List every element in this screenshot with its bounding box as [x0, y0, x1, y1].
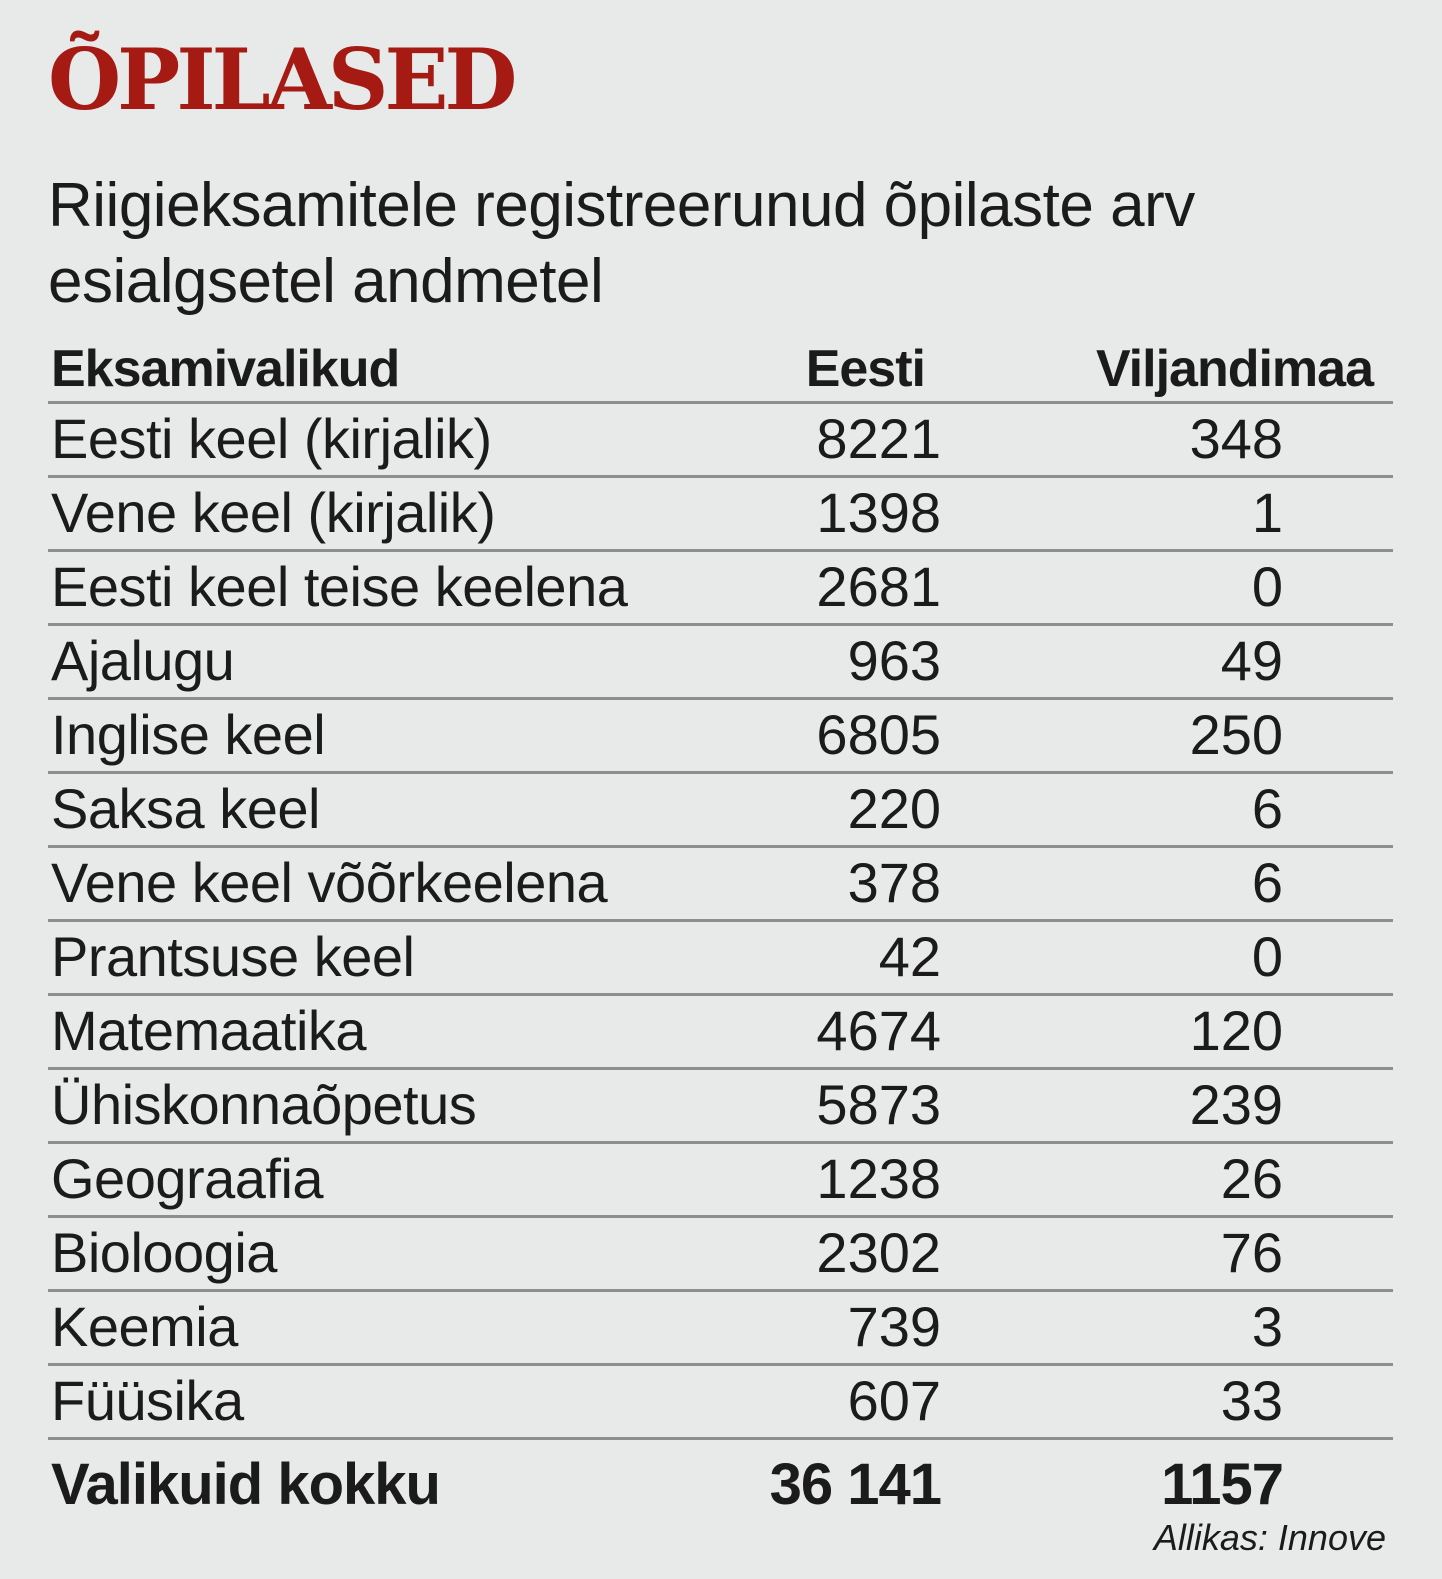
- viljandimaa-value: 33: [1220, 1369, 1283, 1432]
- viljandimaa-value: 49: [1220, 629, 1283, 692]
- viljandimaa-value: 6: [1251, 851, 1283, 914]
- row-label: Vene keel võõrkeelena: [51, 851, 608, 914]
- column-header-eesti: Eesti: [805, 340, 925, 398]
- eesti-value: 5873: [816, 1073, 941, 1136]
- total-eesti-value: 36 141: [769, 1452, 941, 1517]
- data-table: [48, 338, 1393, 1524]
- eesti-value: 4674: [816, 999, 941, 1062]
- row-label: Keemia: [51, 1295, 238, 1358]
- table-row: [48, 478, 1393, 552]
- total-label: Valikuid kokku: [51, 1452, 440, 1517]
- row-label: Eesti keel (kirjalik): [51, 407, 492, 470]
- table-row: [48, 1144, 1393, 1218]
- chart-title: ÕPILASED: [48, 30, 514, 129]
- viljandimaa-value: 120: [1189, 999, 1283, 1062]
- total-row: [48, 1440, 1393, 1524]
- row-label: Vene keel (kirjalik): [51, 481, 496, 544]
- eesti-value: 378: [847, 851, 941, 914]
- table-row: [48, 404, 1393, 478]
- viljandimaa-value: 3: [1251, 1295, 1283, 1358]
- viljandimaa-value: 76: [1220, 1221, 1283, 1284]
- table-row: [48, 700, 1393, 774]
- viljandimaa-value: 1: [1251, 481, 1283, 544]
- column-header-viljandimaa: Viljandimaa: [1095, 340, 1373, 398]
- row-label: Bioloogia: [51, 1221, 277, 1284]
- source-note: Allikas: Innove: [1153, 1517, 1386, 1558]
- table-row: [48, 552, 1393, 626]
- table-row: [48, 626, 1393, 700]
- viljandimaa-value: 348: [1189, 407, 1283, 470]
- row-label: Eesti keel teise keelena: [51, 555, 628, 618]
- row-label: Geograafia: [51, 1147, 324, 1210]
- total-viljandimaa-value: 1157: [1161, 1452, 1283, 1517]
- eesti-value: 1238: [816, 1147, 941, 1210]
- table-row: [48, 1218, 1393, 1292]
- table-row: [48, 774, 1393, 848]
- viljandimaa-value: 0: [1251, 925, 1283, 988]
- row-label: Inglise keel: [51, 703, 326, 766]
- viljandimaa-value: 250: [1189, 703, 1283, 766]
- row-label: Ühiskonnaõpetus: [51, 1073, 477, 1136]
- eesti-value: 42: [878, 925, 941, 988]
- eesti-value: 1398: [816, 481, 941, 544]
- table-body: [48, 404, 1393, 1440]
- eesti-value: 220: [847, 777, 941, 840]
- eesti-value: 739: [847, 1295, 941, 1358]
- column-header-exam: Eksamivalikud: [51, 340, 400, 398]
- table-row: [48, 1070, 1393, 1144]
- viljandimaa-value: 6: [1251, 777, 1283, 840]
- chart-subtitle: Riigieksamitele registreerunud õpilaste arv esialgsetel andmetel: [48, 171, 1195, 316]
- viljandimaa-value: 239: [1189, 1073, 1283, 1136]
- eesti-value: 607: [847, 1369, 941, 1432]
- table-row: [48, 848, 1393, 922]
- row-label: Prantsuse keel: [51, 925, 415, 988]
- eesti-value: 2302: [816, 1221, 941, 1284]
- eesti-value: 2681: [816, 555, 941, 618]
- eesti-value: 963: [847, 629, 941, 692]
- viljandimaa-value: 0: [1251, 555, 1283, 618]
- viljandimaa-value: 26: [1220, 1147, 1283, 1210]
- row-label: Füüsika: [51, 1369, 244, 1432]
- table-row: [48, 1292, 1393, 1366]
- row-label: Matemaatika: [51, 999, 367, 1062]
- row-label: Ajalugu: [51, 629, 235, 692]
- eesti-value: 8221: [816, 407, 941, 470]
- table-row: [48, 1366, 1393, 1440]
- table-row: [48, 996, 1393, 1070]
- eesti-value: 6805: [816, 703, 941, 766]
- row-label: Saksa keel: [51, 777, 320, 840]
- table-row: [48, 922, 1393, 996]
- table-header-row: [48, 338, 1393, 404]
